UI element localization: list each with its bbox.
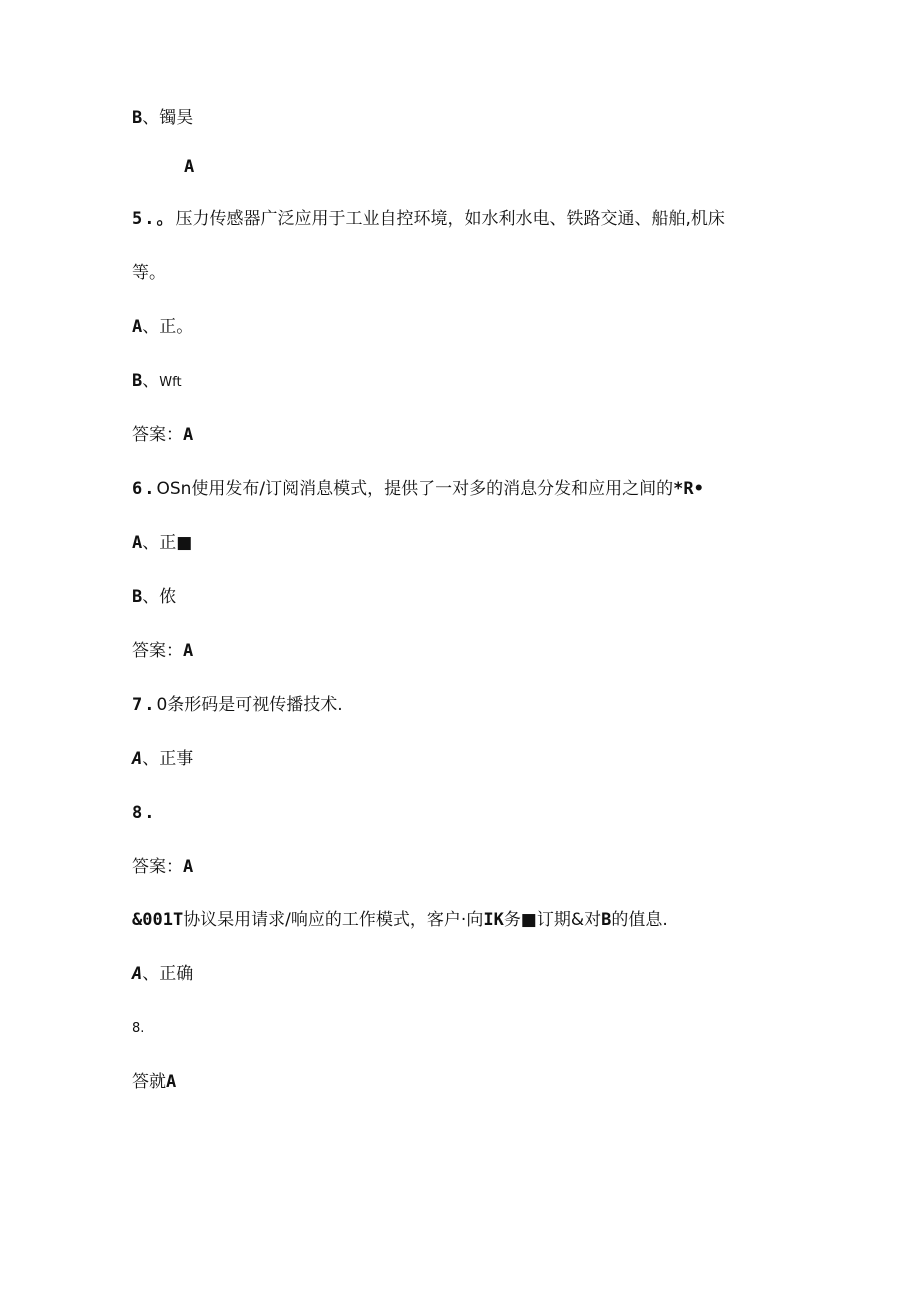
separator: 、 [142,317,160,337]
option-letter: B [132,371,143,391]
question-6-option-b [132,586,176,608]
question-prefix: &001T [132,910,184,930]
answer-label: 答就 [132,1072,166,1092]
question-6 [132,478,704,500]
question-9-answer [132,1071,176,1093]
question-suffix: *R• [673,479,704,499]
option-text: 侬 [159,587,177,607]
separator: 、 [142,964,160,984]
question-text: 压力传感器广泛应用于工业自控环境，如水利水电、铁路交通、船舶,机床 [175,209,725,229]
question-8-option-a [132,963,193,985]
question-6-answer [132,640,193,662]
question-text-continued: 等。 [132,263,166,283]
question-7-option-a [132,748,193,770]
question-number: 6. [132,479,157,499]
separator: 、 [142,749,160,769]
question-5-line-1 [132,208,725,230]
question-number: 8. [132,803,157,823]
question-7 [132,694,343,716]
question-5-line-2 [132,262,166,284]
question-8-text [132,909,668,931]
question-text: 协议杲用请求/响应的工作模式，客户·向 [183,910,484,930]
question-text: 0条形码是可视传播技术. [156,695,343,715]
option-text: 正确 [159,964,194,984]
answer-letter: A [183,425,194,445]
option-b-line [132,107,193,129]
question-number: 8. [132,1021,145,1036]
answer-letter-line [184,156,194,178]
option-text: 正。 [159,317,194,337]
answer-letter: A [184,157,195,177]
option-text: 镯昊 [159,108,194,128]
separator: 、 [142,533,160,553]
question-text: OSn使用发布/订阅消息模式，提供了一对多的消息分发和应用之间的 [156,479,674,499]
answer-label: 答案： [132,425,183,445]
question-8-number [132,802,156,824]
question-mid-2: B [601,910,612,930]
separator: 、 [142,587,160,607]
separator: 、 [142,371,160,391]
option-letter: B [132,108,143,128]
option-letter: B [132,587,143,607]
answer-label: 答案： [132,857,183,877]
separator: 、 [142,108,160,128]
question-mid: IK [483,910,504,930]
option-letter: A [132,317,143,337]
answer-letter: A [166,1072,177,1092]
question-8-answer [132,856,193,878]
question-number: 7. [132,695,157,715]
answer-letter: A [183,641,194,661]
question-9-number [132,1018,144,1040]
question-5-option-b [132,370,182,394]
question-5-option-a [132,316,193,338]
question-number: 5.。 [132,209,176,229]
option-text: Wft [159,375,182,390]
answer-letter: A [183,857,194,877]
option-text: 正■ [159,533,193,553]
question-text-3: 的值息. [611,910,668,930]
option-letter: A [132,749,143,769]
question-text-2: 务■订期&对 [503,910,602,930]
option-letter: A [132,964,143,984]
answer-label: 答案： [132,641,183,661]
question-6-option-a [132,532,192,554]
question-5-answer [132,424,193,446]
option-text: 正事 [159,749,194,769]
option-letter: A [132,533,143,553]
